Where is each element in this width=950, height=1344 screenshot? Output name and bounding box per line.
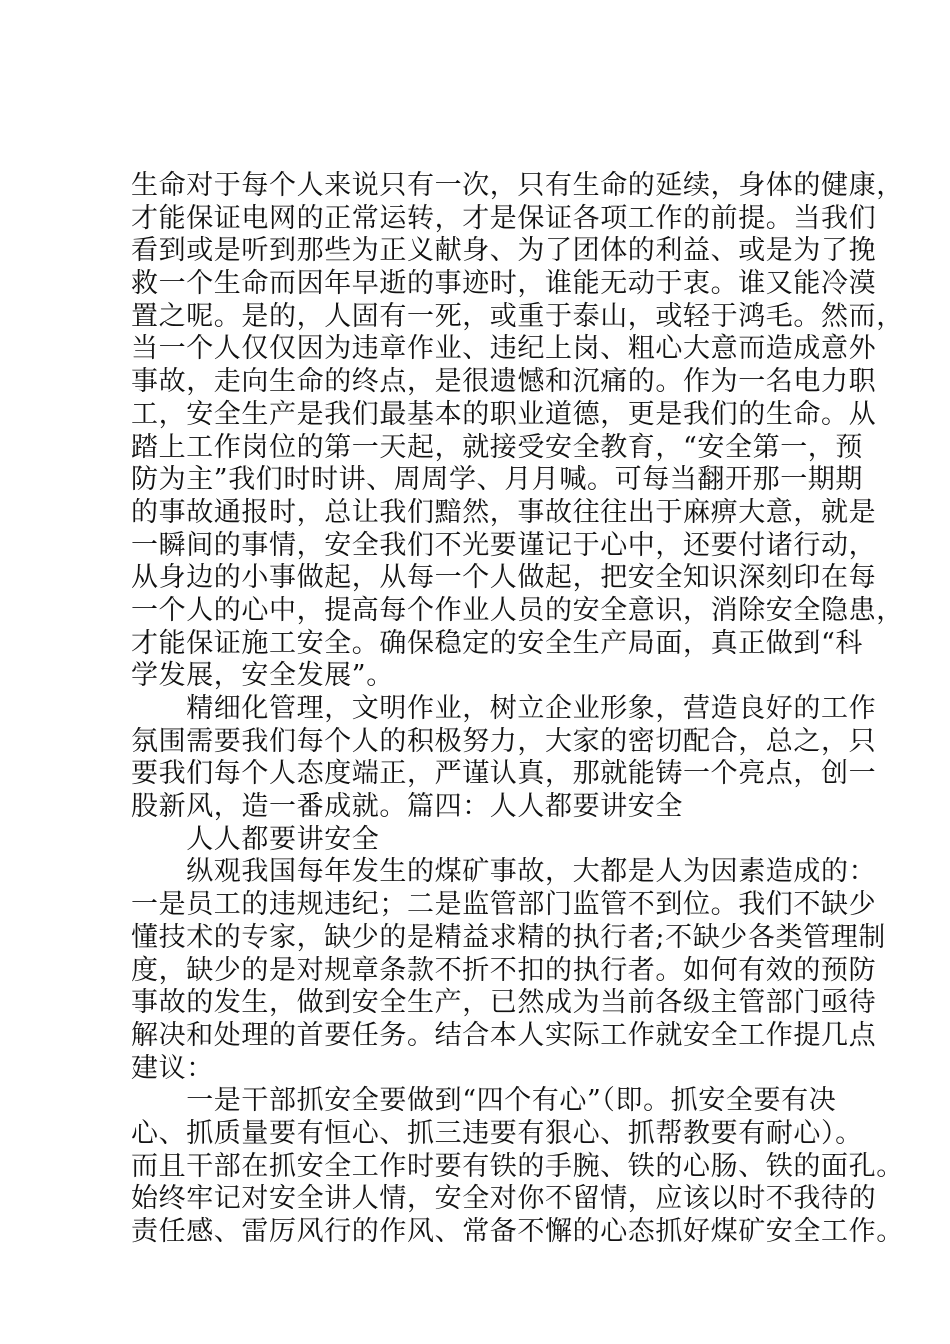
- paragraph-start-line: 一是干部抓安全要做到“四个有心”（即。抓安全要有决: [131, 1085, 837, 1117]
- body-text: [131, 170, 904, 1249]
- text-line: 当一个人仅仅因为违章作业、违纪上岗、粗心大意而造成意外: [131, 333, 877, 365]
- text-line: 懂技术的专家，缺少的是精益求精的执行者;不缺少各类管理制: [131, 921, 886, 953]
- text-line: 心、抓质量要有恒心、抓三违要有狠心、抓帮教要有耐心）。: [131, 1117, 863, 1149]
- text-line: 要我们每个人态度端正，严谨认真，那就能铸一个亮点，创一: [131, 758, 877, 790]
- text-line: 股新风，造一番成就。篇四：人人都要讲安全: [131, 791, 683, 823]
- text-line: 氛围需要我们每个人的积极努力，大家的密切配合，总之，只: [131, 725, 877, 757]
- text-line: 事故，走向生命的终点，是很遗憾和沉痛的。作为一名电力职: [131, 366, 877, 398]
- section-title: 人人都要讲安全: [131, 823, 380, 855]
- text-line: 才能保证电网的正常运转，才是保证各项工作的前提。当我们: [131, 202, 877, 234]
- text-line: 工，安全生产是我们最基本的职业道德，更是我们的生命。从: [131, 398, 877, 430]
- paragraph-start-line: 纵观我国每年发生的煤矿事故，大都是人为因素造成的：: [131, 856, 877, 888]
- text-line: 学发展，安全发展”。: [131, 660, 394, 692]
- text-line: 防为主”我们时时讲、周周学、月月喊。可每当翻开那一期期: [131, 464, 864, 496]
- text-line: 置之呢。是的，人固有一死，或重于泰山，或轻于鸿毛。然而，: [131, 300, 904, 332]
- text-line: 踏上工作岗位的第一天起，就接受安全教育，“安全第一，预: [131, 431, 864, 463]
- text-line: 从身边的小事做起，从每一个人做起，把安全知识深刻印在每: [131, 562, 877, 594]
- text-line: 的事故通报时，总让我们黯然，事故往往出于麻痹大意，就是: [131, 496, 877, 528]
- text-line: 一瞬间的事情，安全我们不光要谨记于心中，还要付诸行动，: [131, 529, 877, 561]
- text-line: 始终牢记对安全讲人情，安全对你不留情，应该以时不我待的: [131, 1183, 877, 1215]
- text-line: 看到或是听到那些为正义献身、为了团体的利益、或是为了挽: [131, 235, 877, 267]
- text-line: 事故的发生，做到安全生产，已然成为当前各级主管部门亟待: [131, 987, 877, 1019]
- paragraph-start-line: 精细化管理，文明作业，树立企业形象，营造良好的工作: [131, 693, 877, 724]
- text-line: 而且干部在抓安全工作时要有铁的手腕、铁的心肠、铁的面孔。: [131, 1150, 904, 1182]
- text-line: 一个人的心中，提高每个作业人员的安全意识，消除安全隐患，: [131, 594, 904, 626]
- text-line: 责任感、雷厉风行的作风、常备不懈的心态抓好煤矿安全工作。: [131, 1216, 904, 1247]
- text-line: 才能保证施工安全。确保稳定的安全生产局面，真正做到“科: [131, 627, 864, 659]
- text-line: 救一个生命而因年早逝的事迹时，谁能无动于衷。谁又能冷漠: [131, 268, 877, 300]
- text-line: 生命对于每个人来说只有一次，只有生命的延续，身体的健康，: [131, 170, 904, 201]
- text-line: 建议：: [131, 1052, 214, 1084]
- text-line: 一是员工的违规违纪；二是监管部门监管不到位。我们不缺少: [131, 889, 877, 921]
- text-line: 度，缺少的是对规章条款不折不扣的执行者。如何有效的预防: [131, 954, 877, 986]
- text-line: 解决和处理的首要任务。结合本人实际工作就安全工作提几点: [131, 1019, 877, 1051]
